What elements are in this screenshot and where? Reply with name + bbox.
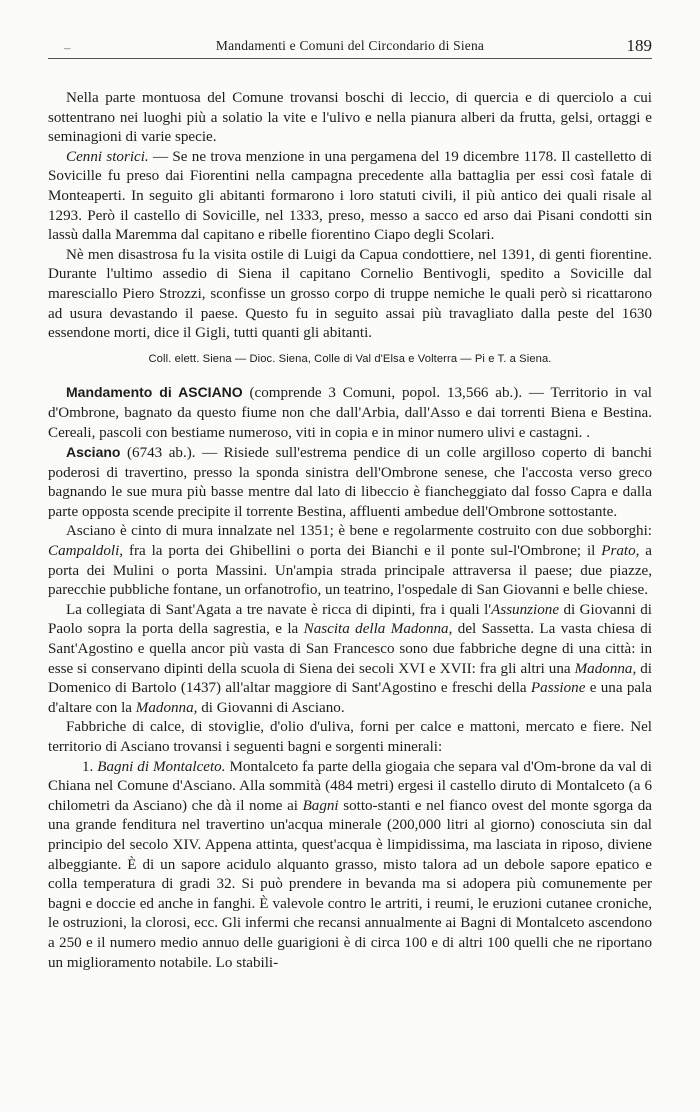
text-run: del Sassetta. La vasta chiesa di Sant'Agostino e quella ancor più vasta di San Francesco sono due fabbriche degne di una città: in esse si conservano dipinti della scuola di Siena dei secoli XVI e XVII: fra gli altri una [48, 621, 652, 677]
italic-run: Passione [530, 680, 586, 697]
paragraph-text: (comprende 3 Comuni, popol. 13,566 ab.). — Territorio in val d'Ombrone, bagnato da questo fiume non che dall'Arbia, dall'Asso e dai torrenti Biena e Bestina. Cereali, pascoli con bestiame numeroso, viti in copia e in minor numero ulivi e castagni. . [48, 385, 652, 441]
italic-run: Bagni [302, 797, 339, 814]
comune-heading: Asciano [66, 444, 121, 461]
header-dash: – [64, 40, 71, 55]
text-run: La collegiata di Sant'Agata a tre navate è ricca di dipinti, fra i quali l' [66, 601, 492, 618]
mineral-springs-list [48, 758, 652, 974]
italic-run: Assunzione [491, 601, 560, 618]
running-header [48, 36, 652, 59]
mandamento-heading: Mandamento di ASCIANO [66, 384, 243, 401]
text-run: di Giovanni di Asciano. [197, 699, 345, 716]
paragraph [48, 522, 652, 600]
paragraph [48, 601, 652, 719]
paragraph: Nella parte montuosa del Comune trovansi boschi di leccio, di quercia e di querciolo a cui sottentrano nei luoghi più a solatio la vite e l'ulivo e nella pianura alberi da frutta, gelsi, ortaggi e seminagioni di varie specie. [48, 90, 652, 146]
italic-run: Campaldoli, [48, 543, 124, 560]
page-body [48, 89, 652, 973]
item-title: Bagni di Montalceto. [97, 758, 226, 775]
text-run: Montalceto fa parte della giogaia che separa val d'Om-brone da val di Chiana nel Comune d'Asciano. Alla sommità (484 metri) ergesi il castello diruto di Montalceto (a 6 chilometri da Asciano) che dà il nome ai [48, 758, 653, 814]
section-heading: Cenni storici. [66, 148, 149, 165]
list-item [48, 758, 652, 974]
paragraph [48, 443, 652, 522]
text-run: di Giovanni di Paolo sopra la porta della sagrestia, e la [48, 601, 652, 638]
text-run: a porta dei Mulini o porta Massini. Un'ampia strada principale attraversa il paese; due piazze, parecchie pubbliche fontane, un orfanotrofio, un teatrino, l'ospedale di San Giovanni e belle chiese. [48, 543, 652, 599]
paragraph: Nè men disastrosa fu la visita ostile di Luigi da Capua condottiere, nel 1391, di genti fiorentine. Durante l'ultimo assedio di Siena il capitano Cornelio Bentivogli, spedito a Sovicille dal maresciallo Piero Strozzi, sconfisse un grosso corpo di truppe nemiche le quali però si ricattarono ad usura devastando il paese. Questo fu in seguito assai più travagliato dalla peste del 1630 essendone morti, dice il Gigli, tutti quanti gli abitanti. [48, 246, 652, 342]
paragraph: Fabbriche di calce, di stoviglie, d'olio d'uliva, forni per calce e mattoni, mercato e fiere. Nel territorio di Asciano trovansi i seguenti bagni e sorgenti minerali: [48, 719, 652, 755]
italic-run: Nascita della Madonna, [303, 621, 453, 638]
header-title: Mandamenti e Comuni del Circondario di Siena [215, 38, 485, 53]
italic-run: Prato, [601, 543, 640, 560]
italic-run: Madonna, [135, 699, 198, 716]
paragraph [48, 148, 652, 246]
text-run: sotto-stanti e nel fianco ovest del monte sgorga da una grande fenditura nel travertino un'acqua minerale (200,000 litri al giorno) conosciuta sin dal principio del secolo XIV. Appena attinta, quest'acqua è limpidissima, ma lasciata in riposo, diviene albeggiante. È di un sapore acidulo alquanto grasso, misto talora ad un debole sapore epatico e colla temperatura di gradi 32. Si può prendere in bevanda ma si adopera più comunemente per bagni e doccie ed anche in fanghi. È valevole contro le artriti, i reumi, le eruzioni cutanee croniche, le ostruzioni, la clorosi, ecc. Gli infermi che recansi annualmente ai Bagni di Montalceto ascendono a 250 e il numero medio annuo delle guarigioni è di circa 100 e di altri 100 quelli che ne riportano un miglioramento notabile. Lo stabili- [48, 797, 652, 971]
page [48, 36, 652, 973]
page-number: 189 [626, 36, 652, 55]
italic-run: Madonna, [574, 660, 637, 677]
paragraph-text: (6743 ab.). — Risiede sull'estrema pendice di un colle argilloso coperto di banchi poderosi di travertino, presso la sponda sinistra dell'Ombrone senese, che l'accosta verso greco bagnando le sue mura più basse mentre dal lato di libeccio è fiancheggiato dal fosso Capra e dalla parte opposta scende precipite il torrente Bestina, affluenti ambedue dell'Ombrone sottostante. [48, 445, 652, 520]
item-number: 1. [82, 758, 98, 775]
paragraph-text: — Se ne trova menzione in una pergamena del 19 dicembre 1178. Il castelletto di Sovicille fu preso dai Fiorentini nella campagna precedente alla battaglia per essi così fatale di Monteaperti. In seguito gli abitanti formarono i loro statuti civili, il più antico dei quali risale al 1293. Però il castello di Sovicille, nel 1333, preso, messo a sacco ed arso dai Pisani condotti sin lassù dalla Maremma dal capitano e ribelle fiorentino Ciapo degli Scolari. [48, 148, 652, 244]
text-run: Asciano è cinto di mura innalzate nel 1351; è bene e regolarmente costruito con due sobborghi: [66, 523, 652, 540]
text-run: fra la porta dei Ghibellini o porta dei Bianchi e il ponte sul-l'Ombrone; il [123, 543, 602, 560]
text-run: di Domenico di Bartolo (1437) all'altar maggiore di Sant'Agostino e freschi della [48, 660, 652, 697]
text-run: e una pala d'altare con la [48, 680, 653, 716]
electoral-note: Coll. elett. Siena — Dioc. Siena, Colle di Val d'Elsa e Volterra — Pi e T. a Siena. [148, 352, 552, 365]
paragraph [48, 383, 652, 443]
